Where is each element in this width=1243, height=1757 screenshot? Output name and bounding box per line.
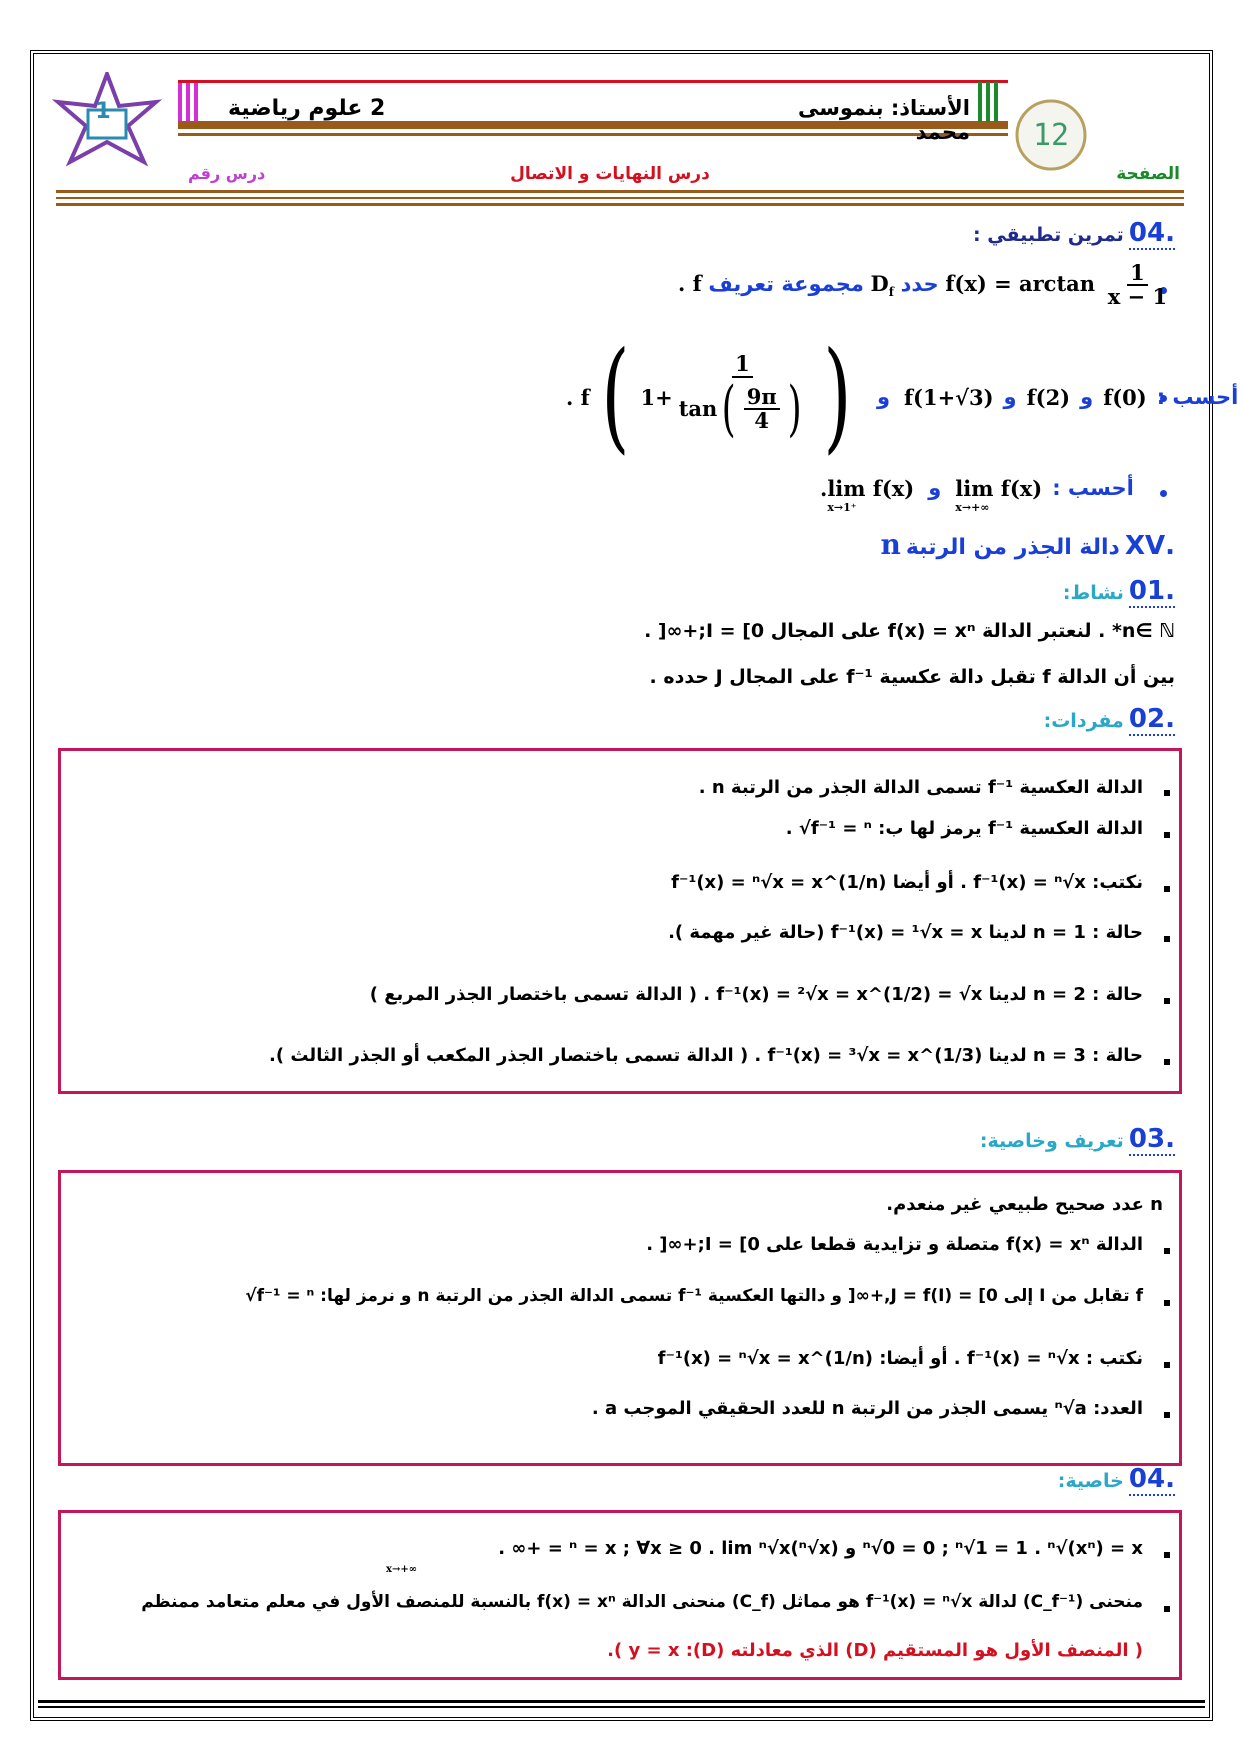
- vocab-item-6: حالة : n = 3 لدينا f⁻¹(x) = ³√x = x^(1/3) . ( الدالة تسمى باختصار الجذر المكعب أو الجذر الثالث ).: [269, 1045, 1143, 1066]
- def-03-number: .03: [1128, 1124, 1175, 1154]
- list-bullet: [1164, 1300, 1170, 1306]
- prop-04-number: .04: [1128, 1464, 1175, 1494]
- section-xv-heading: [880, 528, 1175, 561]
- def-03-intro: n عدد صحيح طبيعي غير منعدم.: [886, 1194, 1163, 1215]
- logo-text: 1: [95, 99, 111, 124]
- list-bullet: [1164, 1552, 1170, 1558]
- ex04-l3-lim1: lim f(x): [955, 476, 1043, 501]
- vocab-item-3: نكتب: f⁻¹(x) = ⁿ√x . أو أيضا f⁻¹(x) = ⁿ√x = x^(1/n): [671, 872, 1143, 893]
- vocab-02-box: [58, 748, 1182, 1094]
- header-top-line: [178, 80, 1008, 83]
- ex04-line-3: . lim f(x) x→1⁺ و lim f(x) x→+∞ أحسب :: [820, 476, 1134, 514]
- ex04-line-1: . f مجموعة تعريف $D_f$ حدد f(x) = arctan $\frac{1}{x - 1}$: [678, 262, 1173, 308]
- level: 2 علوم رياضية: [228, 96, 386, 121]
- list-bullet: [1164, 832, 1170, 838]
- list-bullet: [1164, 1412, 1170, 1418]
- list-bullet: [1164, 1059, 1170, 1065]
- prop-item-3: ( المنصف الأول هو المستقيم (D) الذي معادلته (D): y = x ).: [607, 1640, 1143, 1661]
- lesson-number-label: درس رقم: [188, 164, 266, 183]
- ex04-line-2: . f ( 1+ 1 tan ( $\frac{9\pi}{4}$ ) ) و f(1+√3) و f(2) و f(0) أحسب :: [566, 327, 1239, 466]
- prop-item-1-lim-sub: x→+∞: [386, 1564, 418, 1575]
- lesson-title: درس النهايات و الاتصال: [510, 164, 710, 184]
- prop-04-heading: [1058, 1464, 1175, 1494]
- ex04-l2-fraction: 1 tan ( $\frac{9\pi}{4}$ ): [678, 351, 802, 444]
- list-bullet: [1164, 936, 1170, 942]
- activity-01-line-2: بين أن الدالة f تقبل دالة عكسية f⁻¹ على المجال J حدده .: [649, 666, 1175, 688]
- vocab-item-5: حالة : n = 2 لدينا f⁻¹(x) = ²√x = x^(1/2) = √x . ( الدالة تسمى باختصار الجذر المربع ): [369, 984, 1143, 1005]
- prop-04-title: خاصية:: [1057, 1470, 1124, 1492]
- bullet: [1160, 490, 1167, 497]
- and-word: و: [1080, 385, 1094, 409]
- stripe-right-2: [986, 82, 990, 122]
- header-sep-3: [56, 203, 1184, 206]
- list-bullet: [1164, 1362, 1170, 1368]
- activity-01-text: لنعتبر الدالة f(x) = xⁿ على المجال I = [0;+∞[ .: [644, 620, 1092, 642]
- symbol-f: f: [692, 271, 702, 297]
- stripe-right-1: [978, 82, 982, 122]
- teacher: الأستاذ: بنموسى محمد: [797, 96, 970, 144]
- and-word: و: [928, 476, 942, 500]
- stripe-right-3: [994, 82, 998, 122]
- ex04-l3-lim2-sub: x→1⁺: [827, 501, 857, 514]
- section-xv-title: دالة الجذر من الرتبة: [905, 535, 1120, 560]
- footer-line-2: [38, 1706, 1205, 1708]
- header-sep-2: [56, 197, 1184, 199]
- ex04-l2-label: أحسب :: [1156, 385, 1239, 409]
- vocab-item-1: الدالة العكسية f⁻¹ تسمى الدالة الجذر من الرتبة n .: [698, 777, 1143, 798]
- exercise-04-number: .04: [1128, 218, 1175, 248]
- page-number: 12: [1032, 118, 1070, 153]
- ex04-l2-f3: f(1+√3): [904, 384, 994, 410]
- list-bullet: [1164, 1248, 1170, 1254]
- ex04-l2-f0: f(0): [1103, 384, 1147, 410]
- def-item-3: نكتب : f⁻¹(x) = ⁿ√x . أو أيضا: f⁻¹(x) = ⁿ√x = x^(1/n): [657, 1348, 1143, 1369]
- section-xv-n: n: [880, 528, 901, 561]
- def-03-title: تعريف وخاصية:: [979, 1130, 1124, 1152]
- exercise-04-heading: [973, 218, 1175, 248]
- and-word: و: [876, 385, 890, 409]
- vocab-02-heading: [1044, 704, 1175, 734]
- vocab-item-4: حالة : n = 1 لدينا f⁻¹(x) = ¹√x = x (حالة غير مهمة ).: [668, 922, 1143, 943]
- list-bullet: [1164, 790, 1170, 796]
- ex04-l3-lim1-sub: x→+∞: [955, 501, 990, 514]
- symbol-df: $D_f$: [870, 271, 894, 300]
- list-bullet: [1164, 998, 1170, 1004]
- list-bullet: [1164, 1606, 1170, 1612]
- ex04-l2-f2: f(2): [1026, 384, 1071, 410]
- vocab-item-2: الدالة العكسية f⁻¹ يرمز لها ب: f⁻¹ = ⁿ√ .: [785, 818, 1143, 839]
- def-item-4: العدد: ⁿ√a يسمى الجذر من الرتبة n للعدد الحقيقي الموجب a .: [591, 1398, 1143, 1419]
- ex04-l3-label: أحسب :: [1052, 476, 1134, 500]
- ex04-l1-pre: حدد: [900, 272, 939, 297]
- vocab-02-title: مفردات:: [1043, 710, 1124, 732]
- page-label: الصفحة: [1116, 164, 1180, 184]
- section-xv-number: .XV: [1124, 531, 1175, 561]
- activity-01-number: .01: [1128, 576, 1175, 606]
- list-bullet: [1164, 886, 1170, 892]
- def-item-2: f تقابل من I إلى J = f(I) = [0,+∞[ و دالتها العكسية f⁻¹ تسمى الدالة الجذر من الرتبة n و نرمز لها: f⁻¹ = ⁿ√: [245, 1286, 1143, 1306]
- activity-01-title: نشاط:: [1062, 582, 1124, 604]
- exercise-04-title: تمرين تطبيقي :: [973, 224, 1124, 246]
- stripe-left-1: [178, 82, 182, 122]
- footer-line-1: [38, 1700, 1205, 1703]
- ex04-l1-fraction: $\frac{1}{x - 1}$: [1107, 260, 1168, 310]
- activity-01-n: n∈ ℕ* .: [1098, 620, 1175, 642]
- def-03-heading: [980, 1124, 1175, 1154]
- stripe-left-3: [194, 82, 198, 122]
- prop-item-1: ⁿ√0 = 0 ; ⁿ√1 = 1 . ⁿ√(xⁿ) = x و (ⁿ√x)ⁿ = x ; ∀x ≥ 0 . lim ⁿ√x = +∞ .: [498, 1538, 1143, 1559]
- vocab-02-number: .02: [1128, 704, 1175, 734]
- activity-01-heading: [1063, 576, 1175, 606]
- activity-01-line-1: [644, 620, 1175, 642]
- ex04-l3-lim2: lim f(x): [827, 476, 915, 501]
- stripe-left-2: [186, 82, 190, 122]
- header-sep-1: [56, 190, 1184, 193]
- def-item-1: الدالة f(x) = xⁿ متصلة و تزايدية قطعا على I = [0;+∞[ .: [646, 1234, 1143, 1255]
- prop-item-2: منحنى (C_f⁻¹) لدالة f⁻¹(x) = ⁿ√x هو مماثل (C_f) منحنى الدالة f(x) = xⁿ بالنسبة للمنصف الأول في معلم متعامد ممنظم: [141, 1592, 1143, 1612]
- ex04-l1-math: f(x) = arctan: [945, 271, 1096, 297]
- ex04-l1-text: مجموعة تعريف: [708, 272, 864, 297]
- and-word: و: [1003, 385, 1017, 409]
